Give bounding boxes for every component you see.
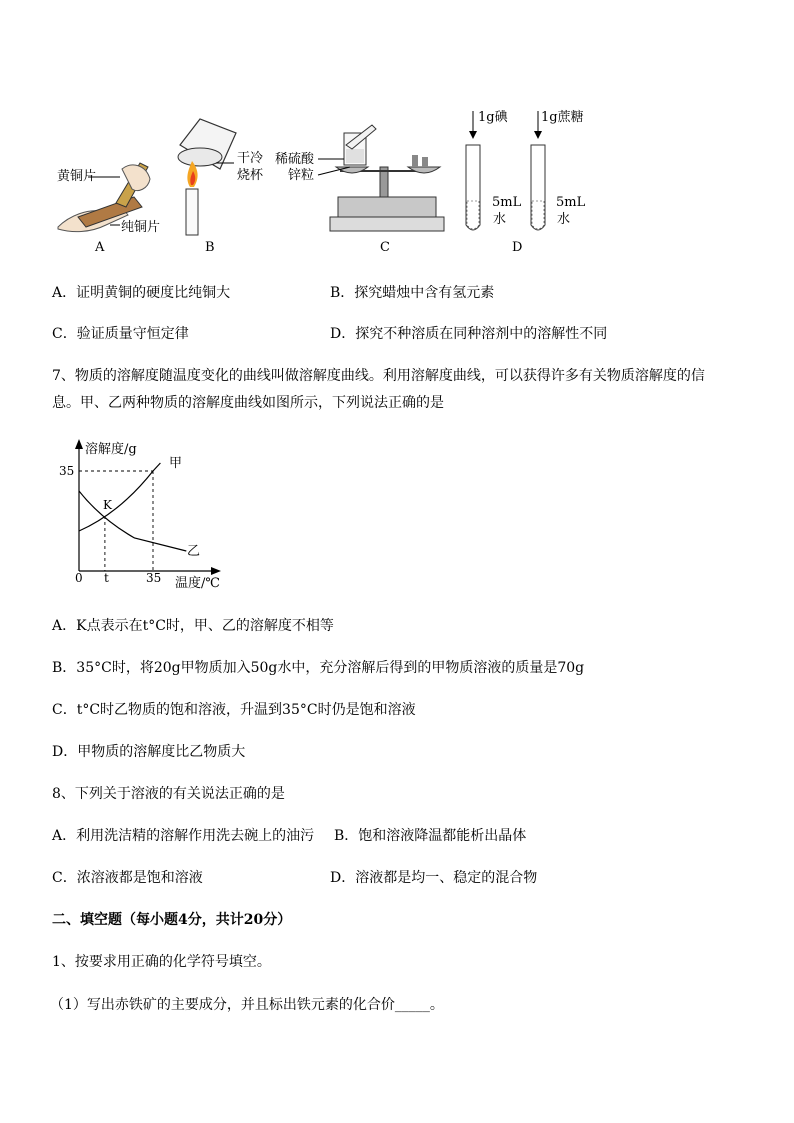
y-axis-label: 溶解度/g [85,442,137,457]
q7-option-b: B．35°C时，将20g甲物质加入50g水中，充分溶解后得到的甲物质溶液的质量是70g [52,660,585,676]
q7-option-a: A．K点表示在t°C时，甲、乙的溶解度不相等 [52,618,334,634]
solubility-chart-svg [55,435,235,595]
label-iodine: 1g碘 [478,110,508,125]
x-axis-arrow [211,567,221,575]
label-pure-copper: 纯铜片 [121,220,161,235]
q8-stem: 8、下列关于溶液的有关说法正确的是 [52,786,285,802]
q7-option-d: D．甲物质的溶解度比乙物质大 [52,744,246,760]
x-axis-label: 温度/℃ [175,576,220,591]
q8-option-d: D．溶液都是均一、稳定的混合物 [330,870,538,886]
label-letter-d: D [512,240,523,255]
exp-b-drawing [178,119,236,235]
q8-option-b: B．饱和溶液降温都能析出晶体 [334,828,527,844]
label-volume-2: 5mL [556,195,586,210]
label-volume-1: 5mL [492,195,522,210]
label-beaker: 烧杯 [237,168,264,183]
label-dilute-sulfuric-acid: 稀硫酸 [275,152,315,167]
q8-option-c: C．浓溶液都是饱和溶液 [52,870,203,886]
q6-figure [50,105,610,260]
q6-option-d: D．探究不种溶质在同种溶剂中的溶解性不同 [330,326,608,342]
q8-option-a: A．利用洗洁精的溶解作用洗去碗上的油污 [52,828,315,844]
series-curve-yi [79,491,186,551]
series-label-jia: 甲 [169,456,183,471]
label-dry-cold: 干冷 [237,151,264,166]
q7-stem-line1: 7、物质的溶解度随温度变化的曲线叫做溶解度曲线。利用溶解度曲线，可以获得许多有关物质溶解度的信 [52,368,705,384]
y-tick-35: 35 [59,464,75,478]
q6-apparatus-drawing [50,105,610,260]
series-curve-jia [79,463,160,531]
section2-q1-part1: （1）写出赤铁矿的主要成分，并且标出铁元素的化合价_____。 [50,997,444,1013]
point-k-label: K [103,498,112,512]
x-tick-35: 35 [146,571,162,585]
section-2-heading: 二、填空题（每小题4分，共计20分） [52,912,292,928]
label-letter-c: C [380,240,390,255]
series-label-yi: 乙 [187,544,201,559]
label-brass: 黄铜片 [57,169,97,184]
y-axis-arrow [75,439,83,449]
section2-q1: 1、按要求用正确的化学符号填空。 [52,954,271,970]
exp-c-drawing [318,125,444,231]
q7-option-c: C．t°C时乙物质的饱和溶液，升温到35°C时仍是饱和溶液 [52,702,416,718]
label-letter-a: A [95,240,105,255]
solubility-chart [55,435,235,595]
q6-option-c: C．验证质量守恒定律 [52,326,189,342]
q6-option-b: B．探究蜡烛中含有氢元素 [330,285,495,301]
q6-option-a: A．证明黄铜的硬度比纯铜大 [52,285,231,301]
label-zinc-granules: 锌粒 [288,168,315,183]
label-water-2: 水 [557,212,571,227]
x-tick-t: t [104,571,109,585]
label-sucrose: 1g蔗糖 [541,110,584,125]
x-tick-0: 0 [75,571,83,585]
label-letter-b: B [205,240,215,255]
label-water-1: 水 [493,212,507,227]
q7-stem-line2: 息。甲、乙两种物质的溶解度曲线如图所示，下列说法正确的是 [52,395,444,411]
